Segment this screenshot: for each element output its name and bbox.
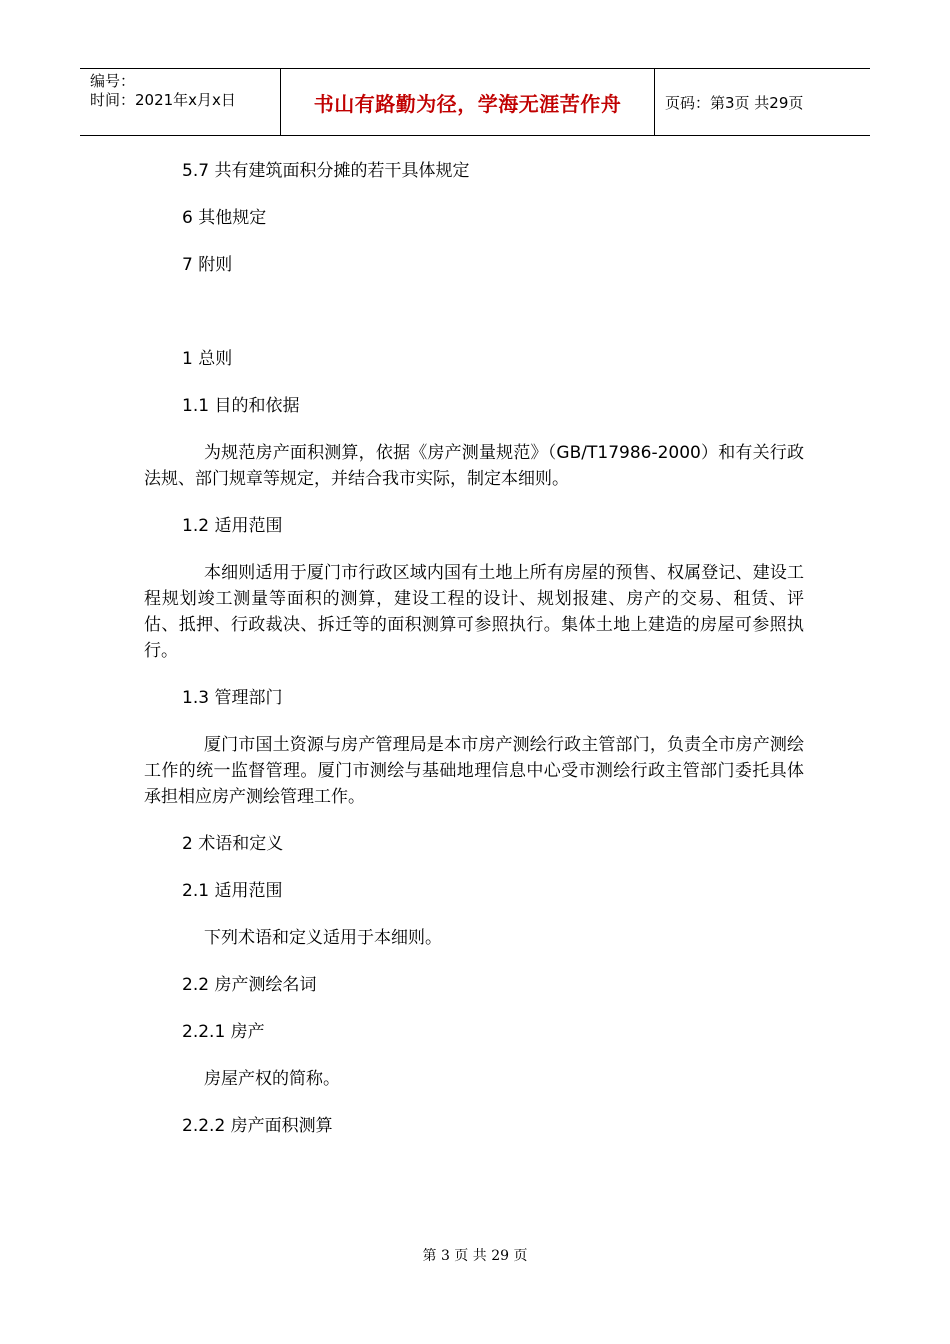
header-left-cell [80, 69, 281, 135]
toc-item-6: 6 其他规定 [182, 208, 267, 228]
paragraph-2-1: 下列术语和定义适用于本细则。 [204, 928, 442, 948]
document-body [144, 158, 804, 1139]
document-time-label: 时间：2021年x月x日 [90, 91, 236, 109]
section-heading-2-1: 2.1 适用范围 [182, 881, 283, 901]
toc-item-7: 7 附则 [182, 255, 233, 275]
section-heading-2: 2 术语和定义 [182, 834, 284, 854]
section-heading-1-3: 1.3 管理部门 [182, 688, 283, 708]
page-footer-number: 第 3 页 共 29 页 [422, 1248, 528, 1264]
paragraph-1-2: 本细则适用于厦门市行政区域内国有土地上所有房屋的预售、权属登记、建设工程规划竣工测量等面积的测算，建设工程的设计、规划报建、房产的交易、租赁、评估、抵押、行政裁决、拆迁等的面积测算可参照执行。集体土地上建造的房屋可参照执行。 [144, 563, 804, 661]
document-code-label: 编号： [90, 72, 136, 90]
toc-item-5-7: 5.7 共有建筑面积分摊的若干具体规定 [182, 161, 470, 181]
paragraph-2-2-1: 房屋产权的简称。 [204, 1069, 340, 1089]
header-middle-cell [281, 69, 655, 135]
paragraph-1-3: 厦门市国土资源与房产管理局是本市房产测绘行政主管部门，负责全市房产测绘工作的统一监督管理。厦门市测绘与基础地理信息中心受市测绘行政主管部门委托具体承担相应房产测绘管理工作。 [144, 735, 804, 807]
header-right-cell [655, 69, 870, 135]
section-heading-1-1: 1.1 目的和依据 [182, 396, 300, 416]
paragraph-1-1: 为规范房产面积测算，依据《房产测量规范》（GB/T17986-2000）和有关行政法规、部门规章等规定，并结合我市实际，制定本细则。 [144, 443, 804, 489]
header-motto: 书山有路勤为径，学海无涯苦作舟 [313, 92, 622, 116]
section-heading-1-2: 1.2 适用范围 [182, 516, 283, 536]
section-heading-2-2: 2.2 房产测绘名词 [182, 975, 317, 995]
header-page-number: 页码：第3页 共29页 [665, 94, 804, 112]
section-heading-1: 1 总则 [182, 349, 233, 369]
page-header [80, 68, 870, 136]
section-heading-2-2-2: 2.2.2 房产面积测算 [182, 1116, 333, 1136]
section-heading-2-2-1: 2.2.1 房产 [182, 1022, 265, 1042]
